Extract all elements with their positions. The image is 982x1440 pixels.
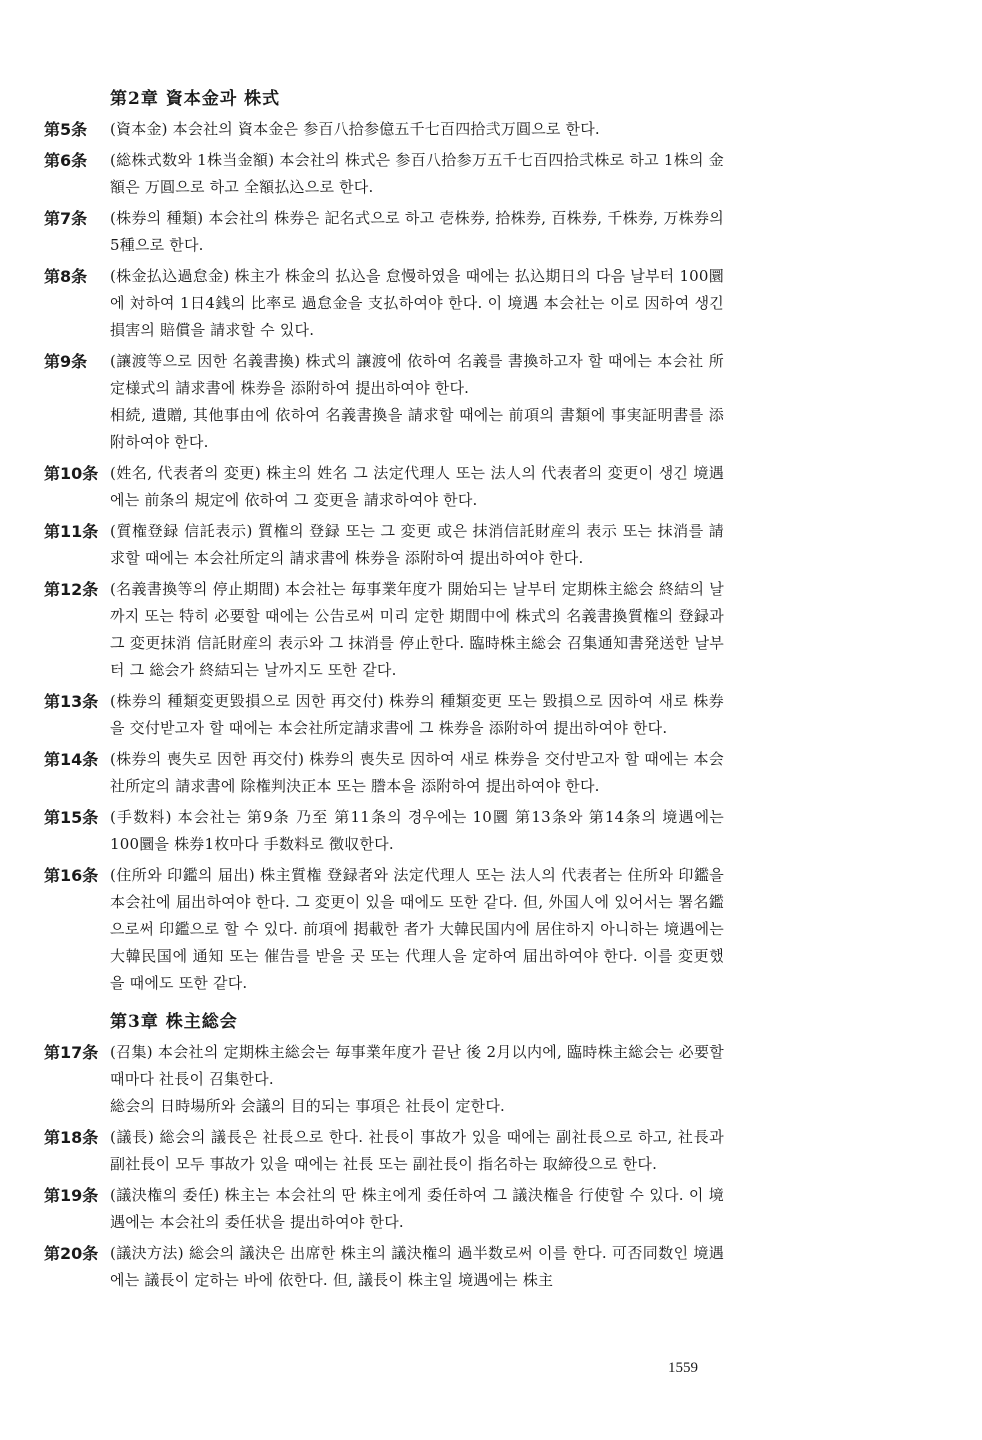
article-paragraph: (議決権의 委任) 株主는 本会社의 딴 株主에게 委任하여 그 議決権을 行使할 수 있다. 이 境遇에는 本会社의 委任状을 提出하여야 한다. bbox=[110, 1186, 724, 1231]
article-number: 第14条 bbox=[44, 750, 99, 769]
article-paragraph: (讓渡等으로 因한 名義書換) 株式의 讓渡에 依하여 名義를 書換하고자 할 때에는 本会社 所定様式의 請求書에 株券을 添附하여 提出하여야 한다. bbox=[110, 352, 724, 397]
article bbox=[44, 746, 724, 800]
article-paragraph: (株券의 喪失로 因한 再交付) 株券의 喪失로 因하여 새로 株券을 交付받고자 할 때에는 本会社所定의 請求書에 除権判決正本 또는 謄本을 添附하여 提出하여야 한다. bbox=[110, 750, 724, 795]
article-number: 第6条 bbox=[44, 151, 88, 170]
article-body bbox=[110, 116, 724, 143]
article-paragraph: 相続, 遺贈, 其他事由에 依하여 名義書換을 請求할 때에는 前項의 書類에 事実証明書를 添附하여야 한다. bbox=[110, 406, 724, 451]
article bbox=[44, 147, 724, 201]
article-number: 第18条 bbox=[44, 1128, 99, 1147]
article bbox=[44, 263, 724, 344]
article-number: 第16条 bbox=[44, 866, 99, 885]
article-body bbox=[110, 1039, 724, 1120]
article-paragraph: (総株式数와 1株当金額) 本会社의 株式은 参百八拾参万五千七百四拾弐株로 하고 1株의 金額은 万圓으로 하고 全額払込으로 한다. bbox=[110, 151, 724, 196]
article-body bbox=[110, 263, 724, 344]
article bbox=[44, 862, 724, 997]
article-number: 第13条 bbox=[44, 692, 99, 711]
article bbox=[44, 1124, 724, 1178]
article-paragraph: (株券의 種類) 本会社의 株券은 記名式으로 하고 壱株券, 拾株券, 百株券, 千株券, 万株券의 5種으로 한다. bbox=[110, 209, 724, 254]
article-body bbox=[110, 348, 724, 456]
article-body bbox=[110, 147, 724, 201]
article bbox=[44, 460, 724, 514]
article-paragraph: (住所와 印鑑의 届出) 株主質権 登録者와 法定代理人 또는 法人의 代表者는 住所와 印鑑을 本会社에 届出하여야 한다. 그 変更이 있을 때에도 또한 같다. 但, 外国人에 있어서는 署名鑑으로써 印鑑으로 할 수 있다. 前項에 掲載한 者가 大韓民国内에 居住하지 아니하는 境遇에는 大韓民国에 通知 또는 催告를 받을 곳 또는 代理人을 定하여 届出하여야 한다. 이를 変更했을 때에도 또한 같다. bbox=[110, 866, 724, 992]
article-paragraph: (手数料) 本会社는 第9条 乃至 第11条의 경우에는 10圜 第13条와 第14条의 境遇에는 100圜을 株券1枚마다 手数料로 徴収한다. bbox=[110, 808, 724, 853]
article-number: 第11条 bbox=[44, 522, 99, 541]
article-number: 第9条 bbox=[44, 352, 88, 371]
article-paragraph: (議長) 総会의 議長은 社長으로 한다. 社長이 事故가 있을 때에는 副社長으로 하고, 社長과 副社長이 모두 事故가 있을 때에는 社長 또는 副社長이 指名하는 取締役으로 한다. bbox=[110, 1128, 724, 1173]
article-body bbox=[110, 746, 724, 800]
article-number: 第20条 bbox=[44, 1244, 99, 1263]
article-number: 第8条 bbox=[44, 267, 88, 286]
article-body bbox=[110, 576, 724, 684]
chapter-heading: 第2章 資本金과 株式 bbox=[110, 89, 281, 109]
article-paragraph: (姓名, 代表者의 変更) 株主의 姓名 그 法定代理人 또는 法人의 代表者의 変更이 생긴 境遇에는 前条의 規定에 依하여 그 変更을 請求하여야 한다. bbox=[110, 464, 724, 509]
article-body bbox=[110, 688, 724, 742]
article-paragraph: (株金払込過怠金) 株主가 株金의 払込을 怠慢하였을 때에는 払込期日의 다음 날부터 100圜에 対하여 1日4銭의 比率로 過怠金을 支払하여야 한다. 이 境遇 本会社는 이로 因하여 생긴 損害의 賠償을 請求할 수 있다. bbox=[110, 267, 724, 339]
article-number: 第5条 bbox=[44, 120, 88, 139]
article bbox=[44, 688, 724, 742]
article bbox=[44, 576, 724, 684]
article bbox=[44, 1182, 724, 1236]
article-paragraph: (資本金) 本会社의 資本金은 参百八拾参億五千七百四拾弐万圓으로 한다. bbox=[110, 120, 600, 138]
article-body bbox=[110, 1240, 724, 1294]
article-body bbox=[110, 460, 724, 514]
article-number: 第7条 bbox=[44, 209, 88, 228]
article bbox=[44, 348, 724, 456]
article bbox=[44, 205, 724, 259]
article bbox=[44, 518, 724, 572]
article-number: 第12条 bbox=[44, 580, 99, 599]
article-number: 第19条 bbox=[44, 1186, 99, 1205]
article bbox=[44, 804, 724, 858]
article-number: 第10条 bbox=[44, 464, 99, 483]
article bbox=[44, 1039, 724, 1120]
article-paragraph: (召集) 本会社의 定期株主総会는 毎事業年度가 끝난 後 2月以内에, 臨時株主総会는 必要할 때마다 社長이 召集한다. bbox=[110, 1043, 724, 1088]
article-body bbox=[110, 862, 724, 997]
page-number: 1559 bbox=[668, 1360, 698, 1376]
chapter-heading: 第3章 株主総会 bbox=[110, 1012, 238, 1032]
article-body bbox=[110, 804, 724, 858]
article bbox=[44, 116, 724, 143]
article-paragraph: (名義書換等의 停止期間) 本会社는 毎事業年度가 開始되는 날부터 定期株主総会 終結의 날까지 또는 特히 必要할 때에는 公告로써 미리 定한 期間中에 株式의 名義書換質権의 登録과 그 変更抹消 信託財産의 表示와 그 抹消를 停止한다. 臨時株主総会 召集通知書発送한 날부터 그 総会가 終結되는 날까지도 또한 같다. bbox=[110, 580, 724, 679]
article-paragraph: (質権登録 信託表示) 質権의 登録 또는 그 変更 或은 抹消信託財産의 表示 또는 抹消를 請求할 때에는 本会社所定의 請求書에 株券을 添附하여 提出하여야 한다. bbox=[110, 522, 724, 567]
article-paragraph: (議決方法) 総会의 議決은 出席한 株主의 議決権의 過半数로써 이를 한다. 可否同数인 境遇에는 議長이 定하는 바에 依한다. 但, 議長이 株主일 境遇에는 株主 bbox=[110, 1244, 724, 1289]
article-paragraph: 総会의 日時場所와 会議의 目的되는 事項은 社長이 定한다. bbox=[110, 1097, 505, 1115]
article-body bbox=[110, 205, 724, 259]
article bbox=[44, 1240, 724, 1294]
article-body bbox=[110, 518, 724, 572]
document-body bbox=[44, 86, 724, 1298]
article-number: 第17条 bbox=[44, 1043, 99, 1062]
article-body bbox=[110, 1124, 724, 1178]
article-paragraph: (株券의 種類変更毀損으로 因한 再交付) 株券의 種類変更 또는 毀損으로 因하여 새로 株券을 交付받고자 할 때에는 本会社所定請求書에 그 株券을 添附하여 提出하여야 한다. bbox=[110, 692, 724, 737]
article-number: 第15条 bbox=[44, 808, 99, 827]
article-body bbox=[110, 1182, 724, 1236]
